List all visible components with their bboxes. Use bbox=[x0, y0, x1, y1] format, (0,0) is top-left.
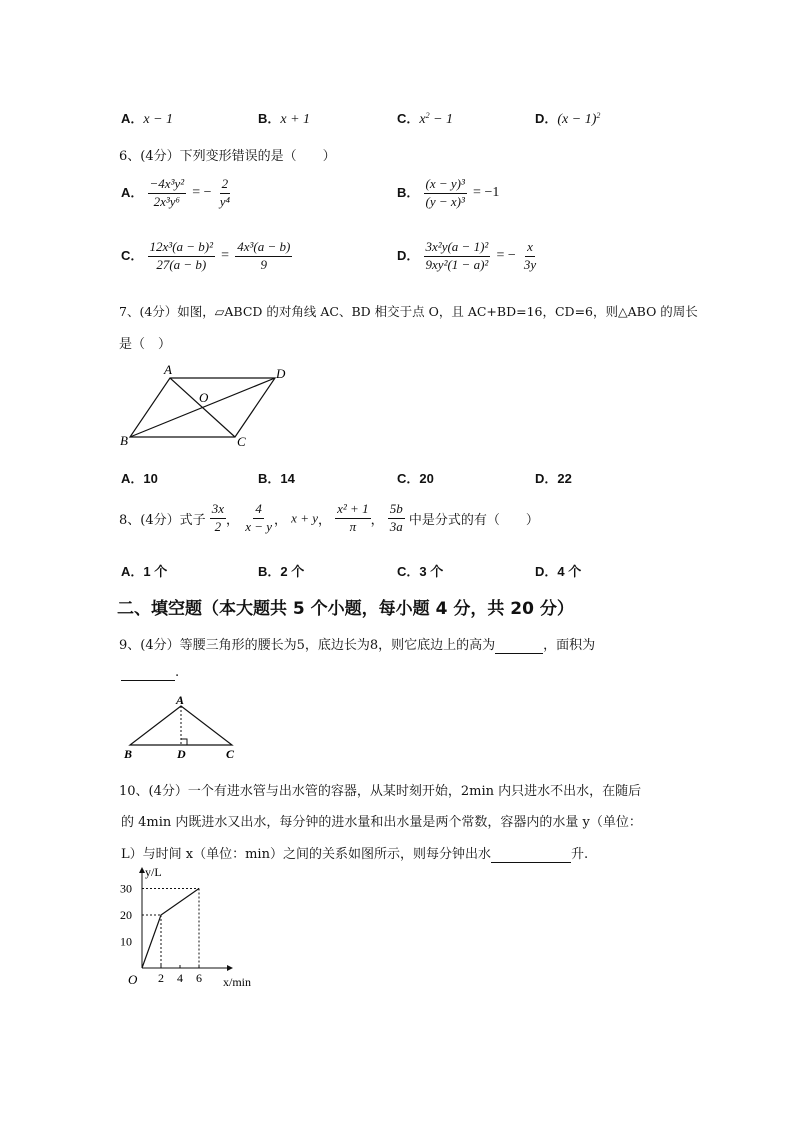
label-c: C bbox=[226, 747, 235, 761]
y-tick-label-0: 10 bbox=[120, 934, 132, 949]
q7-option-d[interactable]: D．22 bbox=[535, 471, 572, 486]
q10-line-chart bbox=[112, 862, 272, 992]
q9-triangle-figure bbox=[120, 692, 250, 762]
q8-option-c[interactable]: C．3 个 bbox=[397, 564, 444, 579]
q5-option-a[interactable]: A．x − 1 bbox=[121, 111, 174, 127]
q9-blank-height[interactable] bbox=[495, 638, 543, 654]
y-axis-label: y/L bbox=[145, 865, 162, 879]
q9-stem-line2: . bbox=[121, 665, 179, 681]
q8-expr3: x + y bbox=[291, 510, 318, 526]
label-b: B bbox=[120, 433, 128, 448]
q10-line1: 10、(4分）一个有进水管与出水管的容器，从某时刻开始，2min 内只进水不出水，在随后 bbox=[119, 784, 642, 799]
section-title: 二、填空题（本大题共 5 个小题，每小题 4 分，共 20 分） bbox=[117, 599, 574, 619]
q6d-lhs: $\frac{\text{3x²y(a − 1)²}}{\text{9xy²(1 − a)²}}$ bbox=[425, 239, 489, 272]
q7-stem-line1: 7、(4分）如图，▱ABCD 的对角线 AC、BD 相交于点 O，且 AC+BD=16，CD=6，则△ABO 的周长 bbox=[119, 304, 698, 319]
y-tick-label-2: 30 bbox=[120, 881, 132, 896]
diagonal-bd bbox=[130, 378, 275, 437]
q10-line3: L）与时间 x（单位：min）之间的关系如图所示，则每分钟出水 升. bbox=[121, 847, 589, 862]
q8-expr2: $\frac{4}{x - y}$ bbox=[245, 501, 273, 534]
q7-options bbox=[121, 468, 741, 488]
q6a-lhs: $\frac{\text{−4x³y²}}{\text{2x³y⁶}}$ bbox=[149, 176, 185, 209]
q5-option-b[interactable]: B．x + 1 bbox=[258, 111, 311, 127]
label-b: B bbox=[124, 747, 133, 761]
q6-stem: 6、(4分）下列变形错误的是（ ） bbox=[119, 149, 336, 164]
x-axis-label: x/min bbox=[223, 975, 252, 989]
origin-label: O bbox=[128, 972, 138, 987]
y-ticks bbox=[120, 882, 132, 949]
q6c-lhs: $\frac{\text{12x³(a − b)²}}{27(a - b)}$ bbox=[149, 239, 214, 272]
q5-option-c[interactable]: C．$x^2 - 1$ bbox=[397, 111, 454, 127]
label-o: O bbox=[199, 390, 209, 405]
q8-options bbox=[121, 561, 741, 581]
x-tick-label-0: 2 bbox=[158, 971, 164, 985]
q6-option-c[interactable]: C． $\frac{\text{12x³(a − b)²}}{27(a - b)}$ = $\frac{\text{4x³(a − b)}}{9}$ bbox=[121, 239, 291, 272]
label-a: A bbox=[164, 362, 172, 377]
x-tick-label-2: 6 bbox=[196, 971, 202, 985]
q8-stem: 8、(4分）式子 $\frac{3x}{2}$ ， $\frac{4}{x - y}$ ， x + y， $\frac{\text{x² + 1}}{\pi}$ ， $\frac{5b}{3a}$ 中是分式的有（ ） bbox=[119, 501, 539, 534]
q7-option-c[interactable]: C．20 bbox=[397, 471, 434, 486]
q6-option-d[interactable]: D． $\frac{\text{3x²y(a − 1)²}}{\text{9xy²(1 − a)²}}$ = − $\frac{x}{3y}$ bbox=[397, 239, 537, 272]
q8-expr4: $\frac{\text{x² + 1}}{\pi}$ bbox=[337, 501, 369, 534]
q7-parallelogram-figure bbox=[115, 360, 300, 450]
right-angle-mark bbox=[181, 739, 187, 745]
label-c: C bbox=[237, 434, 246, 449]
q5-options bbox=[121, 108, 741, 128]
x-tick-label-1: 4 bbox=[177, 971, 183, 985]
q7-option-b[interactable]: B．14 bbox=[258, 471, 295, 486]
q8-option-d[interactable]: D．4 个 bbox=[535, 564, 582, 579]
q8-expr5: $\frac{5b}{3a}$ bbox=[389, 501, 403, 534]
q5-option-d[interactable]: D．$(x - 1)^2$ bbox=[535, 111, 601, 127]
q6a-rhs: $\frac{2}{\text{y⁴}}$ bbox=[219, 176, 231, 209]
q7-stem-line2: 是（ ） bbox=[119, 337, 172, 352]
label-d: D bbox=[276, 366, 286, 381]
q8-option-b[interactable]: B．2 个 bbox=[258, 564, 305, 579]
water-volume-line bbox=[142, 889, 199, 969]
q7-option-a[interactable]: A．10 bbox=[121, 471, 158, 486]
q6d-rhs: $\frac{x}{3y}$ bbox=[523, 239, 537, 272]
chart-guides bbox=[142, 889, 199, 969]
label-a: A bbox=[176, 693, 185, 707]
q6b-lhs: $\frac{\text{(x − y)³}}{\text{(y − x)³}}$ bbox=[425, 176, 465, 209]
q6-option-b[interactable]: B． $\frac{\text{(x − y)³}}{\text{(y − x)³}}$ = −1 bbox=[397, 176, 500, 209]
y-tick-label-1: 20 bbox=[120, 908, 132, 922]
q9-blank-area[interactable] bbox=[121, 665, 175, 681]
q10-blank[interactable] bbox=[491, 847, 571, 863]
q10-line2: 的 4min 内既进水又出水，每分钟的进水量和出水量是两个常数，容器内的水量 y（单位： bbox=[121, 815, 642, 830]
label-d: D bbox=[177, 747, 186, 761]
q6-option-a[interactable]: A． $\frac{\text{−4x³y²}}{\text{2x³y⁶}}$ = − $\frac{2}{\text{y⁴}}$ bbox=[121, 176, 231, 209]
q8-expr1: $\frac{3x}{2}$ bbox=[211, 501, 225, 534]
q6c-rhs: $\frac{\text{4x³(a − b)}}{9}$ bbox=[237, 239, 291, 272]
q8-option-a[interactable]: A．1 个 bbox=[121, 564, 168, 579]
q9-stem: 9、(4分）等腰三角形的腰长为5，底边长为8，则它底边上的高为 ，面积为 bbox=[119, 638, 596, 653]
